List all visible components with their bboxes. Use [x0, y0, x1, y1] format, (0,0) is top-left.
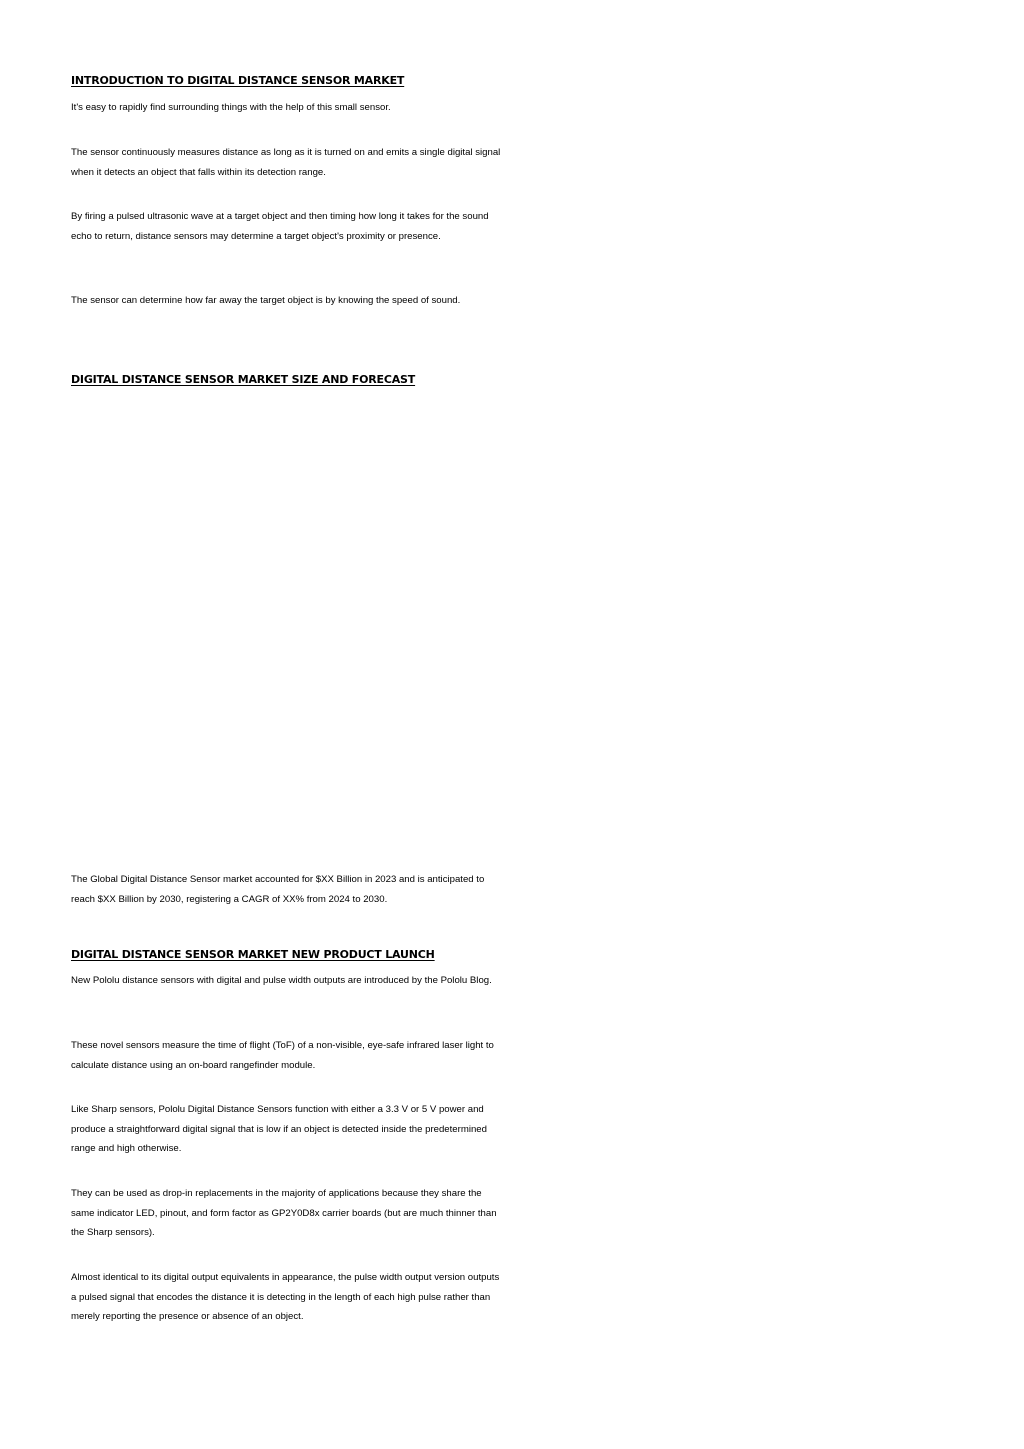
launch-paragraph-4: They can be used as drop-in replacements in the majority of applications because they share the same indicator LED, pinout, and form factor as GP2Y0D8x carrier boards (but are much thinner than the Sharp sensors).: [71, 1188, 497, 1238]
launch-paragraph-5: Almost identical to its digital output equivalents in appearance, the pulse width output version outputs a pulsed signal that encodes the distance it is detecting in the length of each high pulse rather than merely reporting the presence or absence of an object.: [71, 1272, 500, 1322]
intro-paragraph-2: The sensor continuously measures distance as long as it is turned on and emits a single digital signal when it detects an object that falls within its detection range.: [71, 147, 501, 178]
heading-new-product-launch: DIGITAL DISTANCE SENSOR MARKET NEW PRODUCT LAUNCH: [71, 948, 435, 961]
intro-paragraph-3: By firing a pulsed ultrasonic wave at a target object and then timing how long it takes for the sound echo to return, distance sensors may determine a target object's proximity or presence.: [71, 211, 489, 242]
intro-paragraph-4: The sensor can determine how far away the target object is by knowing the speed of sound.: [71, 295, 461, 306]
forecast-paragraph: The Global Digital Distance Sensor market accounted for $XX Billion in 2023 and is anticipated to reach $XX Billion by 2030, registering a CAGR of XX% from 2024 to 2030.: [71, 874, 485, 905]
blank-figure-area: [71, 400, 503, 860]
heading-introduction: INTRODUCTION TO DIGITAL DISTANCE SENSOR MARKET: [71, 74, 405, 87]
launch-paragraph-1: New Pololu distance sensors with digital and pulse width outputs are introduced by the Pololu Blog.: [71, 975, 492, 986]
launch-paragraph-3: Like Sharp sensors, Pololu Digital Distance Sensors function with either a 3.3 V or 5 V power and produce a straightforward digital signal that is low if an object is detected inside the predetermined range and high otherwise.: [71, 1104, 487, 1154]
launch-paragraph-2: These novel sensors measure the time of flight (ToF) of a non-visible, eye-safe infrared laser light to calculate distance using an on-board rangefinder module.: [71, 1040, 494, 1071]
intro-paragraph-1: It's easy to rapidly find surrounding things with the help of this small sensor.: [71, 102, 391, 113]
heading-market-size-forecast: DIGITAL DISTANCE SENSOR MARKET SIZE AND FORECAST: [71, 373, 416, 386]
